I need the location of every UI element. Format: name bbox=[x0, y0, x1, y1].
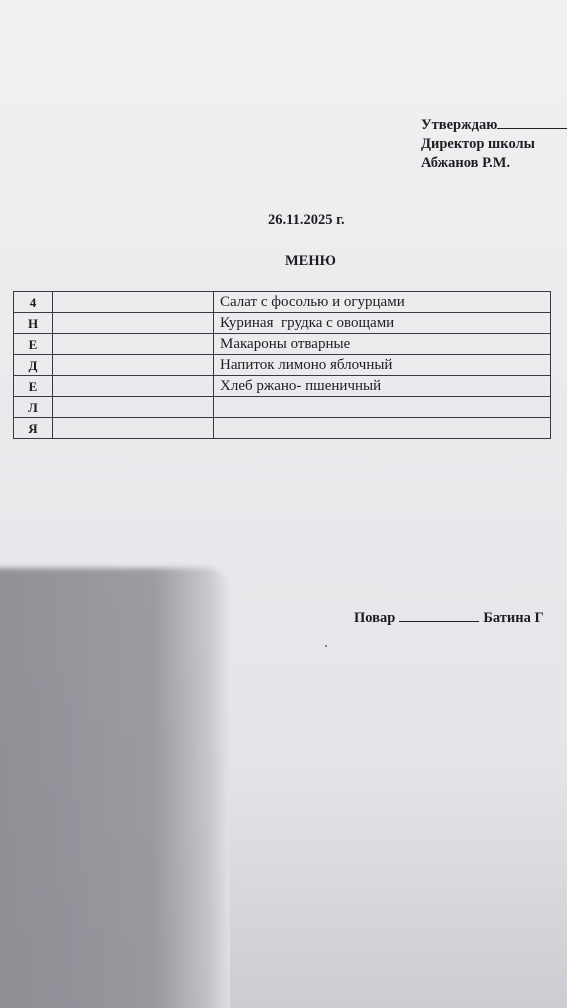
row-letter: Я bbox=[14, 418, 53, 439]
row-letter: Д bbox=[14, 355, 53, 376]
empty-cell bbox=[53, 418, 214, 439]
empty-cell bbox=[53, 334, 214, 355]
approval-block bbox=[421, 115, 567, 173]
menu-date: 26.11.2025 г. bbox=[268, 212, 345, 228]
table-row bbox=[14, 292, 551, 313]
empty-cell bbox=[53, 292, 214, 313]
table-row bbox=[14, 355, 551, 376]
row-letter: 4 bbox=[14, 292, 53, 313]
row-letter: Е bbox=[14, 376, 53, 397]
signature-line bbox=[399, 608, 479, 622]
cook-signature bbox=[354, 608, 544, 627]
approve-label: Утверждаю bbox=[421, 117, 498, 133]
dish-cell: Макароны отварные bbox=[214, 334, 551, 355]
dish-cell: Напиток лимоно яблочный bbox=[214, 355, 551, 376]
empty-cell bbox=[53, 397, 214, 418]
table-row bbox=[14, 397, 551, 418]
table-row bbox=[14, 418, 551, 439]
signature-line bbox=[497, 115, 567, 129]
hand-shadow bbox=[0, 568, 230, 1008]
page-shade bbox=[230, 760, 567, 1008]
menu-table bbox=[13, 291, 551, 439]
row-letter: Л bbox=[14, 397, 53, 418]
table-row bbox=[14, 313, 551, 334]
director-name: Абжанов Р.М. bbox=[421, 155, 511, 171]
dish-cell bbox=[214, 418, 551, 439]
empty-cell bbox=[53, 355, 214, 376]
empty-cell bbox=[53, 313, 214, 334]
table-row bbox=[14, 376, 551, 397]
dish-cell bbox=[214, 397, 551, 418]
paper-speck bbox=[325, 645, 327, 647]
dish-cell: Салат с фосолью и огурцами bbox=[214, 292, 551, 313]
row-letter: Е bbox=[14, 334, 53, 355]
menu-title: МЕНЮ bbox=[285, 253, 336, 269]
dish-cell: Куриная грудка с овощами bbox=[214, 313, 551, 334]
empty-cell bbox=[53, 376, 214, 397]
row-letter: Н bbox=[14, 313, 53, 334]
approve-line bbox=[421, 115, 567, 135]
director-position: Директор школы bbox=[421, 136, 535, 152]
table-row bbox=[14, 334, 551, 355]
cook-name: Батина Г bbox=[483, 610, 544, 626]
dish-cell: Хлеб ржано- пшеничный bbox=[214, 376, 551, 397]
cook-label: Повар bbox=[354, 610, 396, 626]
